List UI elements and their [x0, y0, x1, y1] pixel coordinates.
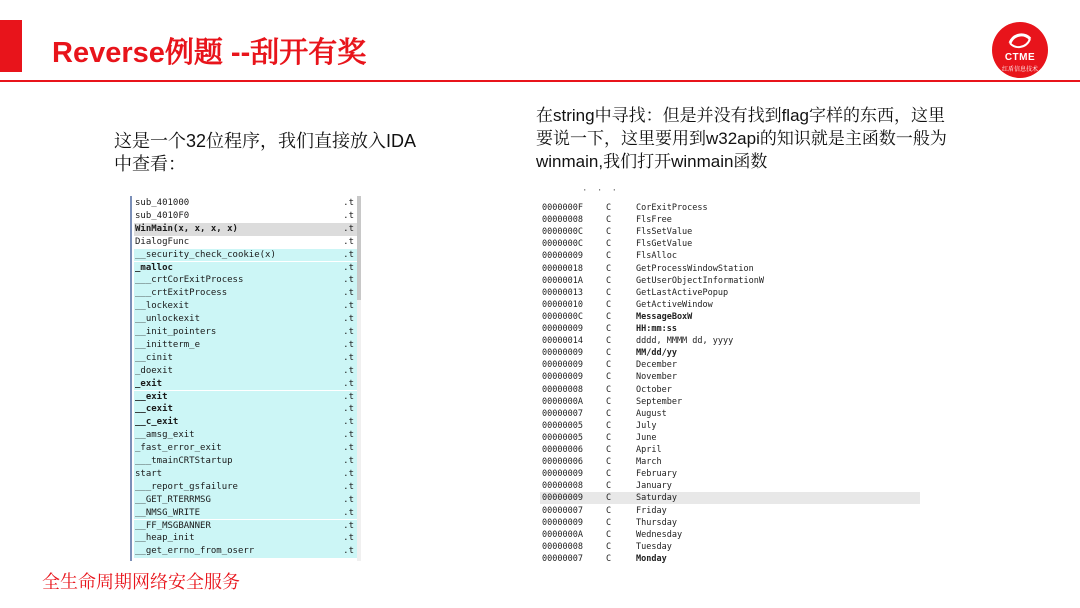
string-row[interactable]: [540, 275, 920, 287]
ida-function-name: __exit: [135, 391, 168, 402]
ida-function-name: __lockexit: [135, 301, 190, 312]
string-row[interactable]: [540, 371, 920, 383]
ida-function-segment: .t: [343, 430, 354, 441]
string-type: C: [606, 396, 612, 407]
ida-function-name: _malloc: [135, 262, 173, 273]
string-value: GetLastActivePopup: [636, 287, 729, 298]
string-row[interactable]: [540, 384, 920, 396]
ida-function-name: __security_check_cookie(x): [135, 249, 276, 260]
ida-function-row[interactable]: [134, 352, 358, 365]
string-row[interactable]: [540, 396, 920, 408]
string-row[interactable]: [540, 359, 920, 371]
ida-function-row[interactable]: [134, 429, 358, 442]
string-value: FlsAlloc: [636, 251, 677, 262]
ida-function-name: _doexit: [135, 365, 173, 376]
string-length: 0000000C: [542, 227, 583, 238]
ida-function-segment: .t: [343, 352, 354, 363]
ida-function-name: __unlockexit: [135, 314, 201, 325]
string-type: C: [606, 336, 612, 347]
ida-function-segment: .t: [343, 327, 354, 337]
string-type: C: [606, 493, 612, 504]
string-value: March: [636, 457, 662, 468]
ida-function-segment: .t: [343, 378, 354, 389]
string-length: 00000009: [542, 517, 583, 528]
ida-function-segment: .t: [343, 288, 354, 299]
logo-swirl-icon: [1006, 31, 1034, 51]
ida-function-row[interactable]: [134, 481, 358, 494]
string-row[interactable]: [540, 347, 920, 359]
ida-function-row[interactable]: [134, 468, 358, 481]
ida-function-name: __initterm_e: [135, 339, 201, 350]
string-value: FlsFree: [636, 215, 672, 226]
string-value: CorExitProcess: [636, 203, 708, 213]
string-value: November: [636, 372, 677, 383]
string-value: MessageBoxW: [636, 311, 693, 322]
ida-function-row[interactable]: [134, 365, 358, 378]
string-value: August: [636, 408, 667, 419]
string-row[interactable]: [540, 492, 920, 504]
ida-function-name: __heap_init: [135, 533, 195, 544]
string-length: 00000013: [542, 287, 583, 298]
string-type: C: [606, 469, 612, 480]
string-type: C: [606, 445, 612, 455]
ida-function-segment: .t: [343, 262, 354, 273]
ida-function-row[interactable]: [134, 197, 358, 210]
string-type: C: [606, 263, 612, 274]
string-length: 00000009: [542, 324, 583, 334]
ida-function-row[interactable]: [134, 391, 358, 404]
ida-function-row[interactable]: [134, 416, 358, 429]
logo-text: CTME: [1004, 52, 1036, 63]
string-type: C: [606, 215, 612, 226]
left-caption: 这是一个32位程序，我们直接放入IDA中查看：: [114, 131, 417, 174]
ida-function-segment: .t: [343, 301, 354, 312]
ida-function-row[interactable]: [134, 313, 358, 326]
string-row[interactable]: [540, 456, 920, 468]
string-length: 00000005: [542, 420, 583, 431]
ida-function-segment: .t: [343, 481, 354, 492]
string-type: C: [606, 517, 612, 528]
string-value: FlsSetValue: [636, 227, 693, 238]
string-length: 0000001A: [542, 275, 583, 286]
ida-function-name: sub_401000: [135, 198, 190, 208]
string-row[interactable]: [540, 505, 920, 517]
strings-window-column-dots: · · ·: [582, 186, 620, 196]
ida-function-row[interactable]: [134, 403, 358, 416]
ida-function-row[interactable]: [134, 507, 358, 520]
ida-function-name: start: [135, 468, 163, 479]
ida-function-segment: .t: [343, 443, 354, 454]
string-length: 00000006: [542, 445, 583, 455]
ida-function-row[interactable]: [134, 223, 358, 236]
ida-function-segment: .t: [343, 391, 354, 402]
string-type: C: [606, 324, 612, 334]
string-row[interactable]: [540, 323, 920, 335]
title-accent-bar: [0, 20, 22, 72]
ida-function-name: __FF_MSGBANNER: [135, 520, 211, 531]
ida-function-row[interactable]: [134, 494, 358, 507]
string-row[interactable]: [540, 250, 920, 262]
ida-function-name: __cinit: [135, 352, 173, 363]
ida-window-border: [130, 196, 132, 561]
string-length: 00000008: [542, 384, 583, 395]
string-value: GetUserObjectInformationW: [636, 275, 764, 286]
string-row[interactable]: [540, 408, 920, 420]
string-type: C: [606, 372, 612, 383]
ida-function-name: ___crtExitProcess: [135, 288, 228, 299]
ida-function-segment: .t: [343, 275, 354, 286]
ida-function-segment: .t: [343, 210, 354, 221]
ida-function-name: ___report_gsfailure: [135, 481, 238, 492]
ida-function-segment: .t: [343, 456, 354, 466]
string-row[interactable]: [540, 202, 920, 214]
ida-scrollbar-thumb[interactable]: [357, 196, 361, 300]
string-length: 00000009: [542, 372, 583, 383]
ida-function-row[interactable]: [134, 274, 358, 287]
string-row[interactable]: [540, 226, 920, 238]
string-length: 00000009: [542, 360, 583, 371]
ida-function-name: ___crtCorExitProcess: [135, 275, 244, 286]
ida-function-segment: .t: [343, 494, 354, 505]
ida-function-row[interactable]: [134, 455, 358, 468]
ida-function-row[interactable]: [134, 249, 358, 262]
string-type: C: [606, 299, 612, 310]
string-row[interactable]: [540, 420, 920, 432]
string-length: 00000008: [542, 481, 583, 492]
string-value: FlsGetValue: [636, 239, 693, 250]
string-length: 00000009: [542, 469, 583, 480]
ida-function-row[interactable]: [134, 442, 358, 455]
string-type: C: [606, 348, 612, 359]
ida-function-name: _fast_error_exit: [135, 443, 222, 454]
string-type: C: [606, 432, 612, 443]
string-type: C: [606, 203, 612, 213]
ida-function-segment: .t: [343, 520, 354, 531]
right-caption: 在string中寻找：但是并没有找到flag字样的东西，这里要说一下，这里要用到w32api的知识就是主函数一般为winmain,我们打开winmain函数: [536, 106, 947, 171]
string-value: January: [636, 481, 672, 492]
string-length: 00000007: [542, 505, 583, 516]
string-type: C: [606, 457, 612, 468]
ida-function-row[interactable]: [134, 532, 358, 545]
string-row[interactable]: [540, 480, 920, 492]
string-row[interactable]: [540, 238, 920, 250]
ida-function-segment: .t: [343, 404, 354, 415]
ida-function-segment: .t: [343, 365, 354, 376]
string-type: C: [606, 529, 612, 540]
ida-function-name: WinMain(x, x, x, x): [135, 223, 238, 234]
string-length: 00000009: [542, 493, 583, 504]
ida-function-row[interactable]: [134, 378, 358, 391]
ida-function-name: __init_pointers: [135, 327, 217, 337]
string-type: C: [606, 251, 612, 262]
ida-function-name: __cexit: [135, 404, 173, 415]
string-value: Saturday: [636, 493, 677, 504]
string-value: MM/dd/yy: [636, 348, 677, 359]
ida-function-name: DialogFunc: [135, 236, 190, 247]
ida-function-segment: .t: [343, 468, 354, 479]
ida-function-row[interactable]: [134, 287, 358, 300]
ida-function-row[interactable]: [134, 545, 358, 558]
string-length: 00000007: [542, 408, 583, 419]
ida-function-name: __NMSG_WRITE: [135, 507, 201, 518]
string-value: Wednesday: [636, 529, 683, 540]
ida-function-segment: .t: [343, 533, 354, 544]
string-value: December: [636, 360, 677, 371]
string-row[interactable]: [540, 468, 920, 480]
string-type: C: [606, 287, 612, 298]
string-type: C: [606, 239, 612, 250]
string-length: 0000000C: [542, 311, 583, 322]
string-value: GetActiveWindow: [636, 299, 713, 310]
ida-function-row[interactable]: [134, 236, 358, 249]
ida-function-name: _exit: [135, 378, 163, 389]
ida-function-row[interactable]: [134, 520, 358, 533]
string-row[interactable]: [540, 541, 920, 553]
ida-function-row[interactable]: [134, 339, 358, 352]
string-length: 0000000C: [542, 239, 583, 250]
string-length: 00000008: [542, 215, 583, 226]
string-value: Monday: [636, 553, 667, 564]
ida-function-segment: .t: [343, 546, 354, 557]
string-length: 0000000A: [542, 396, 583, 407]
string-type: C: [606, 408, 612, 419]
string-length: 0000000F: [542, 203, 583, 213]
string-length: 00000008: [542, 541, 583, 552]
ida-function-name: sub_4010F0: [135, 210, 190, 221]
ida-function-name: __GET_RTERRMSG: [135, 494, 211, 505]
string-type: C: [606, 541, 612, 552]
string-type: C: [606, 384, 612, 395]
string-type: C: [606, 311, 612, 322]
string-length: 00000005: [542, 432, 583, 443]
string-row[interactable]: [540, 529, 920, 541]
string-value: July: [636, 420, 657, 431]
string-value: Tuesday: [636, 541, 672, 552]
string-length: 00000018: [542, 263, 583, 274]
string-value: October: [636, 384, 672, 395]
string-length: 00000010: [542, 299, 583, 310]
string-value: GetProcessWindowStation: [636, 263, 754, 274]
string-type: C: [606, 275, 612, 286]
string-length: 0000000A: [542, 529, 583, 540]
ctme-logo-icon: [992, 22, 1048, 78]
string-value: September: [636, 396, 683, 407]
string-row[interactable]: [540, 299, 920, 311]
slide-title: Reverse例题 --刮开有奖: [52, 37, 367, 69]
string-row[interactable]: [540, 432, 920, 444]
ida-function-name: ___tmainCRTStartup: [135, 456, 233, 466]
string-length: 00000009: [542, 251, 583, 262]
ida-function-row[interactable]: [134, 300, 358, 313]
string-value: June: [636, 432, 657, 443]
string-value: dddd, MMMM dd, yyyy: [636, 336, 734, 347]
string-row[interactable]: [540, 214, 920, 226]
ida-function-segment: .t: [343, 198, 354, 208]
ida-function-name: __c_exit: [135, 417, 179, 428]
string-row[interactable]: [540, 287, 920, 299]
string-row[interactable]: [540, 311, 920, 323]
ida-function-row[interactable]: [134, 326, 358, 339]
string-row[interactable]: [540, 553, 920, 565]
ida-function-name: __amsg_exit: [135, 430, 195, 441]
string-value: Thursday: [636, 517, 677, 528]
string-type: C: [606, 481, 612, 492]
ida-function-segment: .t: [343, 223, 354, 234]
string-type: C: [606, 360, 612, 371]
ida-function-row[interactable]: [134, 262, 358, 275]
ida-function-segment: .t: [343, 417, 354, 428]
string-row[interactable]: [540, 263, 920, 275]
logo-subtext: 红盾信息技术: [1001, 67, 1038, 73]
string-type: C: [606, 227, 612, 238]
title-underline: [0, 80, 1080, 82]
string-length: 00000009: [542, 348, 583, 359]
string-value: February: [636, 469, 677, 480]
string-value: HH:mm:ss: [636, 324, 677, 334]
string-type: C: [606, 505, 612, 516]
string-length: 00000006: [542, 457, 583, 468]
ida-function-segment: .t: [343, 507, 354, 518]
string-row[interactable]: [540, 517, 920, 529]
string-row[interactable]: [540, 444, 920, 456]
string-value: April: [636, 445, 662, 455]
string-length: 00000007: [542, 553, 583, 564]
ida-function-segment: .t: [343, 249, 354, 260]
string-type: C: [606, 553, 612, 564]
string-type: C: [606, 420, 612, 431]
slide-footer: 全生命周期网络安全服务: [42, 572, 240, 592]
ida-function-segment: .t: [343, 314, 354, 325]
ida-function-segment: .t: [343, 339, 354, 350]
ida-function-segment: .t: [343, 236, 354, 247]
ida-function-row[interactable]: [134, 210, 358, 223]
ida-function-name: __get_errno_from_oserr: [135, 546, 255, 557]
string-length: 00000014: [542, 336, 583, 347]
string-row[interactable]: [540, 335, 920, 347]
string-value: Friday: [636, 505, 667, 516]
